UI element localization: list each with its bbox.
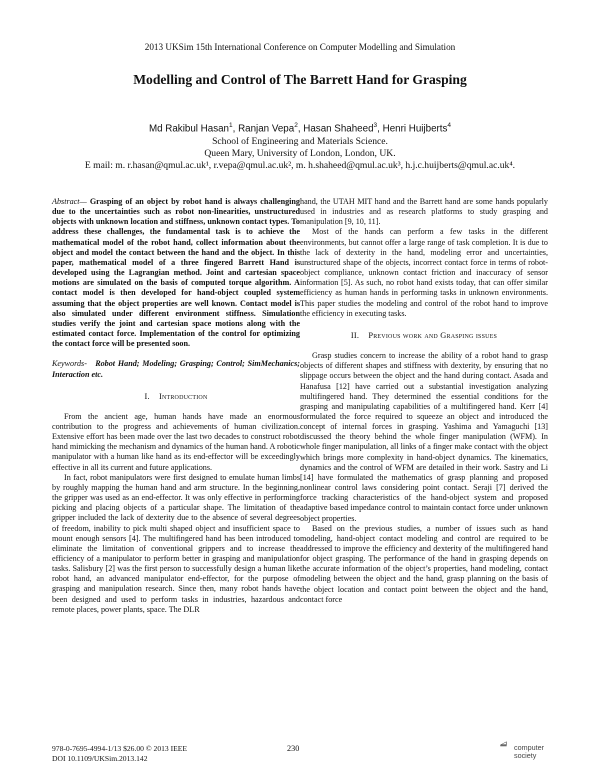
paragraph: From the ancient age, human hands have made an enormous contribution to the progress and achievements of human civilization. Extensive effort has been made over the last two decades to construct robot hand mimicking the mechanism and dynamics of the human hand. A robotic manipulator with a human like hand as its end-effector will be exceedingly effective in all its current and future applications. — [52, 411, 300, 472]
paragraph: Most of the hands can perform a few tasks in the different environments, but cannot offer a large range of task completion. It is due to the lack of dexterity in the hand, modeling error and uncertainties, unstructured shape of the objects, incorrect contact force in terms of robot-object compliance, unknown contact friction and inaccuracy of sensor information [5]. As such, no robot hand exists today, that can offer similar efficiency as human hands in performing tasks in unknown environments. This paper studies the modeling and control of the robot hand to improve the efficiency in executing tasks. — [300, 227, 548, 318]
author-name: Md Rakibul Hasan — [148, 123, 229, 135]
author-block — [0, 120, 600, 173]
keywords — [52, 359, 300, 379]
section-title: Previous work and Grasping issues — [368, 330, 498, 340]
abstract-text: Grasping of an object by robot hand is always challenging due to the uncertainties such as robot non-linearities, unstructured objects with unknown location and stiffness, unknown contact types. To address these challenges, the fundamental task is to achieve the mathematical model of the robot hand, collect information about the object and model the contact between the hand and the object. In this paper, mathematical model of a three fingered Barrett Hand is developed using the Lagrangian method. Joint and cartesian space motions are simulated on the basis of computed torque algorithm. A contact model is then developed for hand-object coupled system assuming that the object properties are well known. Contact model is also simulated under different environment stiffness. Simulation studies verify the joint and cartesian space motions along with the estimated contact force. Implementation of the control for optimizing the contact force will be presented soon. — [52, 197, 300, 349]
computer-society-logo — [500, 740, 560, 766]
logo-text — [514, 744, 544, 760]
section-heading — [300, 331, 548, 341]
footer-publication-info — [52, 744, 187, 763]
author-sup: 4 — [447, 122, 452, 129]
author-name: Henri Huijberts — [382, 123, 448, 135]
paragraph: Based on the previous studies, a number of issues such as hand modeling, hand-object contact modeling and control are required to be addressed to improve the efficiency and dexterity of the multifingered hand for object grasping. The performance of the hand in grasping depends on the accurate information of the object’s properties, hand modeling, contact modeling between the object and the hand, grasp planning on the basis of the object location and contact point between the object and the hand, contact force — [300, 523, 548, 604]
paragraph: Grasp studies concern to increase the ability of a robot hand to grasp objects of different shapes and stiffness with dexterity, by ensuring that no slippage occurs between the object and the hand during contact. Asada and Hanafusa [12] have carried out a substantial investigation analyzing multifingered hand. They determined the essential conditions for the grasping and manipulating capabilities of a multifingered hand. Kerr [4] formulated the force required to squeeze an object and introduced the concept of internal forces in grasping. Yashima and Yamaguchi [13] discussed the theory behind the whole finger manipulation (WFM). In whole finger manipulation, all links of a finger make contact with the object which brings more complexity in hand-object dynamics. The kinematics, dynamics and the control of WFM are detailed in their work. Sastry and Li [14] have formulated the mathematics of grasp planning and proposed nonlinear control laws considering point contact. Seraji [7] derived the force tracking characteristics of the hand-object system and proposed adaptive based impedance control to maintain contact force under unknown object properties. — [300, 351, 548, 523]
abstract — [52, 197, 300, 349]
section-number: II. — [350, 330, 360, 340]
section-title: Introduction — [158, 391, 208, 401]
section-number: I. — [144, 391, 150, 401]
author-list: Md Rakibul Hasan$^1$, Ranjan Vepa$^2$, Hasan Shaheed$^3$, Henri Huijberts$^4$ — [148, 122, 452, 135]
author-name: Hasan Shaheed — [303, 123, 374, 135]
left-column — [52, 197, 300, 615]
keywords-text: Robot Hand; Modeling; Grasping; Control; SimMechanics; Interaction etc. — [52, 359, 300, 379]
doi-line: DOI 10.1109/UKSim.2013.142 — [52, 753, 148, 763]
paper-title: Modelling and Control of The Barrett Hand for Grasping — [133, 72, 467, 87]
logo-line: society — [514, 751, 537, 760]
conference-header: 2013 UKSim 15th International Conference on Computer Modelling and Simulation — [144, 42, 456, 52]
logo-mark-icon: ⧡ — [500, 738, 508, 748]
author-sup: 3 — [373, 122, 378, 129]
email-line: E mail: m. r.hasan@qmul.ac.uk¹, r.vepa@qmul.ac.uk², m. h.shaheed@qmul.ac.uk³, h.j.c.huijberts@qmul.ac.uk⁴. — [84, 160, 516, 172]
affiliation-line: Queen Mary, University of London, London, UK. — [204, 148, 396, 160]
author-name: Ranjan Vepa — [238, 123, 295, 135]
paragraph: In fact, robot manipulators were first designed to emulate human limbs by roughly mapping the human hand and arm structure. In the beginning, the gripper was used as an end-effector. It was only effective in performing picking and placing objects of a particular shape. The limitation of the gripper included the lack of dexterity due to the absence of several degrees of freedom, inability to pick multi shaped object and insufficient space to mount enough sensors [4]. The multifingered hand has been introduced to eliminate the limitation of conventional grippers and to increase the efficiency of a manipulator to perform better in grasping and manipulation tasks. Salisbury [2] was the first person to successfully design a human like robot hand, an advanced manipulator end-effector, for the purpose of grasping and manipulation research. Since then, many robot hands have been designed and used to perform tasks in industries, hazardous and remote places, power plants, space. The DLR — [52, 472, 300, 614]
isbn-line: 978-0-7695-4994-1/13 $26.00 © 2013 IEEE — [52, 744, 188, 753]
right-column — [300, 197, 548, 605]
abstract-label: Abstract— — [52, 197, 87, 206]
author-sup: 1 — [229, 122, 233, 129]
page-number: 230 — [287, 744, 300, 753]
paragraph: hand, the UTAH MIT hand and the Barrett hand are some hands popularly used in industries and as research platforms to study grasping and manipulation [9, 10, 11]. — [300, 197, 548, 227]
section-heading — [52, 392, 300, 402]
author-sup: 2 — [294, 122, 298, 129]
affiliation-line: School of Engineering and Materials Science. — [212, 135, 388, 147]
keywords-label: Keywords- — [52, 359, 87, 369]
logo-line: computer — [514, 743, 544, 752]
